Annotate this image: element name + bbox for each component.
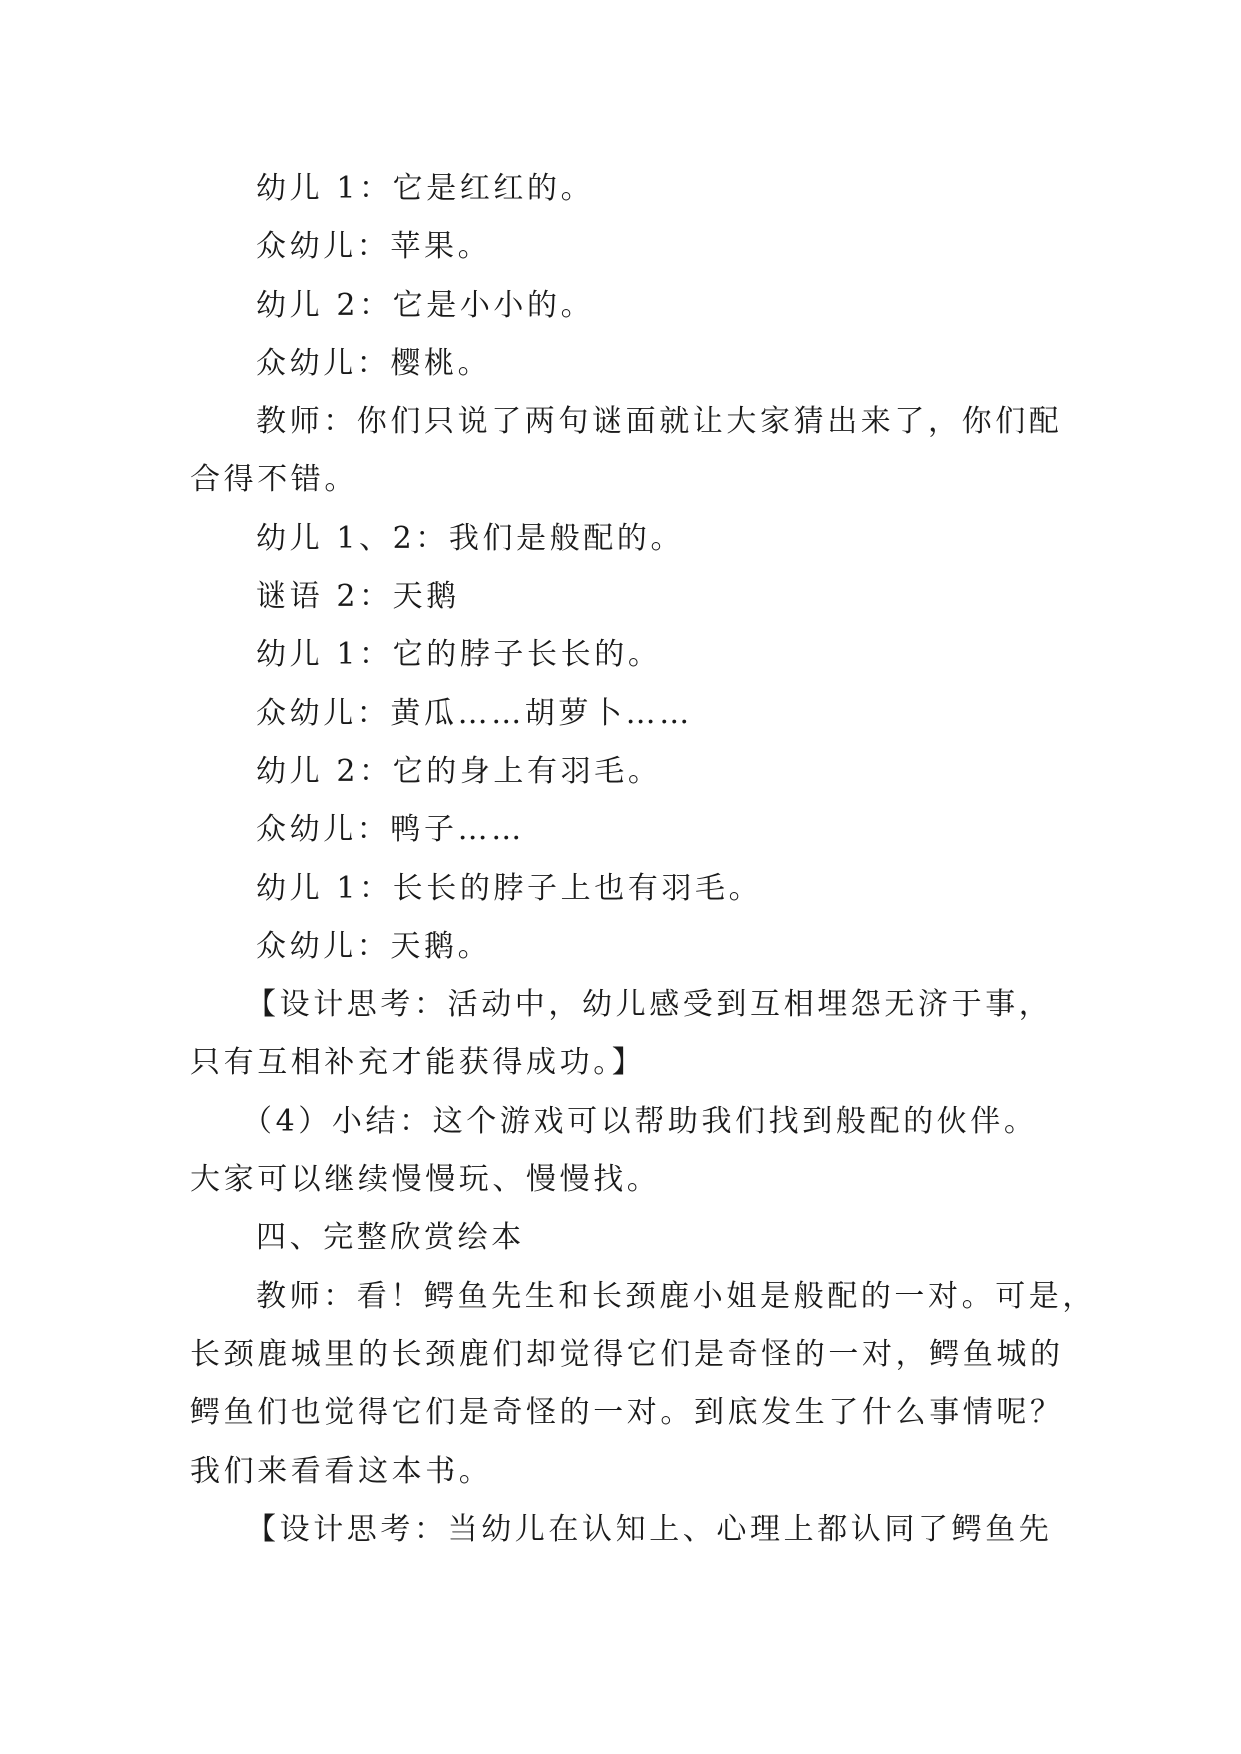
design-note-line: 【设计思考：当幼儿在认知上、心理上都认同了鳄鱼先 (246, 1511, 1053, 1547)
text-line: 幼儿 2：它是小小的。 (256, 287, 595, 323)
text-line: 众幼儿：天鹅。 (256, 928, 492, 964)
text-line: 大家可以继续慢慢玩、慢慢找。 (190, 1162, 661, 1198)
text-line: 幼儿 1：长长的脖子上也有羽毛。 (256, 870, 763, 906)
text-line: 众幼儿：鸭子…… (256, 812, 525, 848)
text-line: 我们来看看这本书。 (190, 1453, 493, 1489)
text-line: 教师：看！鳄鱼先生和长颈鹿小姐是般配的一对。可是， (256, 1278, 1096, 1314)
text-line: 谜语 2：天鹅 (256, 579, 460, 615)
design-note-line: 【设计思考：活动中，幼儿感受到互相埋怨无济于事， (246, 987, 1053, 1023)
text-line: 鳄鱼们也觉得它们是奇怪的一对。到底发生了什么事情呢？ (190, 1395, 1064, 1431)
text-line: 幼儿 1：它是红红的。 (256, 171, 595, 206)
section-heading: 四、完整欣赏绘本 (256, 1220, 525, 1256)
text-line: 教师：你们只说了两句谜面就让大家猜出来了，你们配 (256, 404, 1063, 440)
text-line: （4）小结：这个游戏可以帮助我们找到般配的伙伴。 (242, 1103, 1038, 1139)
document-page (190, 160, 1096, 1559)
text-line: 合得不错。 (190, 462, 358, 498)
text-line: 众幼儿：黄瓜……胡萝卜…… (256, 695, 693, 731)
text-line: 众幼儿：苹果。 (256, 229, 492, 265)
text-line: 众幼儿：樱桃。 (256, 345, 492, 381)
text-line: 幼儿 1、2：我们是般配的。 (256, 520, 685, 556)
text-line: 长颈鹿城里的长颈鹿们却觉得它们是奇怪的一对，鳄鱼城的 (190, 1336, 1064, 1372)
text-line: 幼儿 1：它的脖子长长的。 (256, 637, 662, 673)
text-line: 幼儿 2：它的身上有羽毛。 (256, 753, 662, 789)
design-note-line: 只有互相补充才能获得成功。】 (190, 1045, 646, 1081)
